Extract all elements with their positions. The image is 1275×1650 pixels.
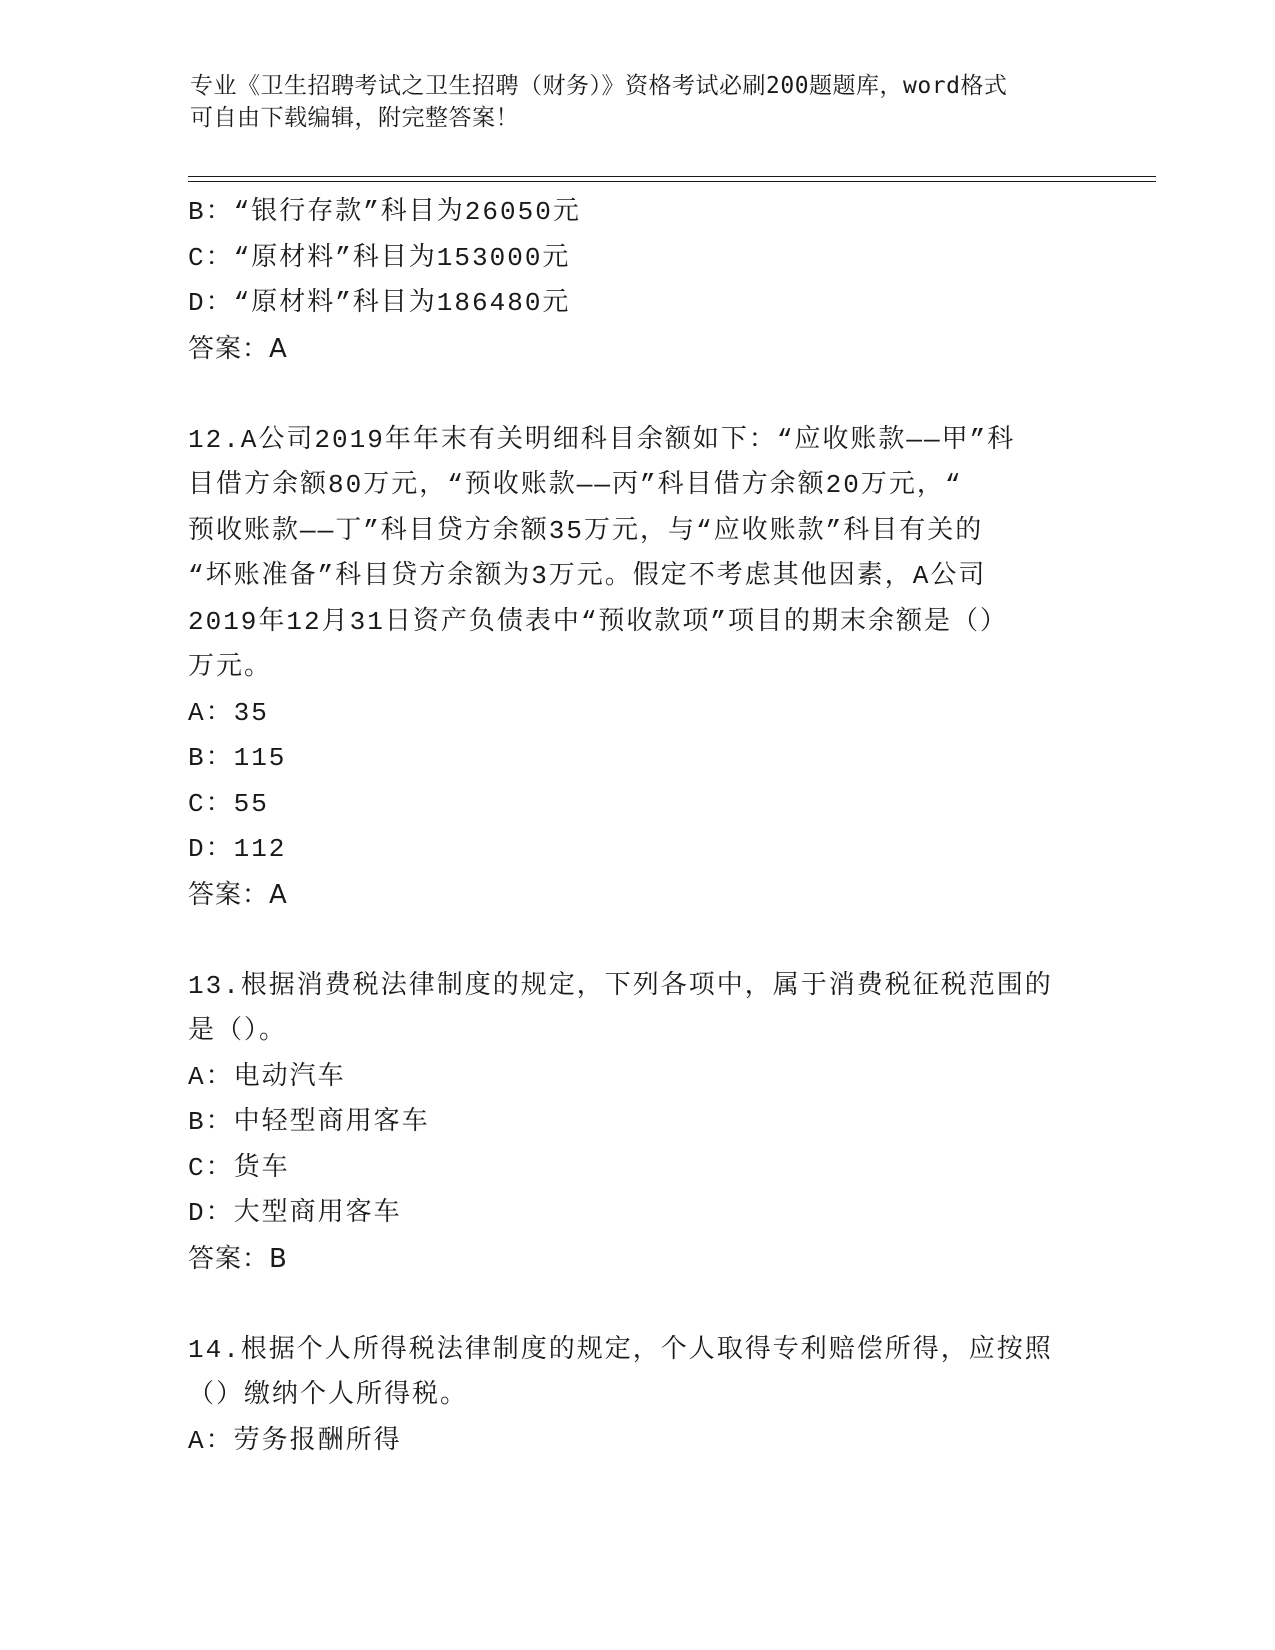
question-stem-line: 2019年12月31日资产负债表中“预收款项”项目的期末余额是（） — [188, 606, 1009, 637]
question-stem-line: 预收账款——丁”科目贷方余额35万元，与“应收账款”科目有关的 — [188, 515, 984, 546]
question-stem-line: 13.根据消费税法律制度的规定，下列各项中，属于消费税征税范围的 — [188, 970, 1053, 1001]
question-stem-line: 目借方余额80万元，“预收账款——丙”科目借方余额20万元，“ — [188, 470, 963, 500]
header-divider-bottom — [188, 181, 1156, 182]
answer-label: 答案：A — [188, 879, 288, 910]
question-stem-line: “坏账准备”科目贷方余额为3万元。假定不考虑其他因素，A公司 — [188, 561, 987, 591]
option-c: C：55 — [188, 788, 269, 819]
option-b: B：115 — [188, 743, 287, 773]
question-stem-line: 是（）。 — [188, 1016, 288, 1046]
question-stem-line: 12.A公司2019年年末有关明细科目余额如下：“应收账款——甲”科 — [188, 424, 1016, 455]
header-line-2: 可自由下载编辑，附完整答案！ — [190, 105, 519, 131]
option-d: D：112 — [188, 834, 287, 864]
header-line-1: 专业《卫生招聘考试之卫生招聘（财务）》资格考试必刷200题题库，word格式 — [190, 73, 1008, 99]
question-content — [188, 190, 1088, 1464]
answer-label: 答案：B — [188, 1243, 288, 1274]
question-12 — [188, 418, 1088, 919]
option-c: C：货车 — [188, 1152, 290, 1183]
header-divider-top — [188, 176, 1156, 177]
question-14 — [188, 1328, 1088, 1465]
option-a: A：劳务报酬所得 — [188, 1425, 402, 1456]
option-c: C：“原材料”科目为153000元 — [188, 242, 571, 273]
question-11-tail — [188, 190, 1088, 372]
question-stem-line: （）缴纳个人所得税。 — [188, 1380, 469, 1410]
document-header — [190, 70, 1090, 134]
option-a: A：电动汽车 — [188, 1061, 346, 1092]
question-stem-line: 万元。 — [188, 652, 273, 682]
option-d: D：“原材料”科目为186480元 — [188, 288, 571, 318]
question-13 — [188, 964, 1088, 1283]
option-d: D：大型商用客车 — [188, 1198, 402, 1228]
question-stem-line: 14.根据个人所得税法律制度的规定，个人取得专利赔偿所得，应按照 — [188, 1334, 1053, 1365]
option-b: B：“银行存款”科目为26050元 — [188, 197, 581, 227]
option-b: B：中轻型商用客车 — [188, 1107, 430, 1137]
option-a: A：35 — [188, 697, 269, 728]
answer-label: 答案：A — [188, 333, 288, 364]
